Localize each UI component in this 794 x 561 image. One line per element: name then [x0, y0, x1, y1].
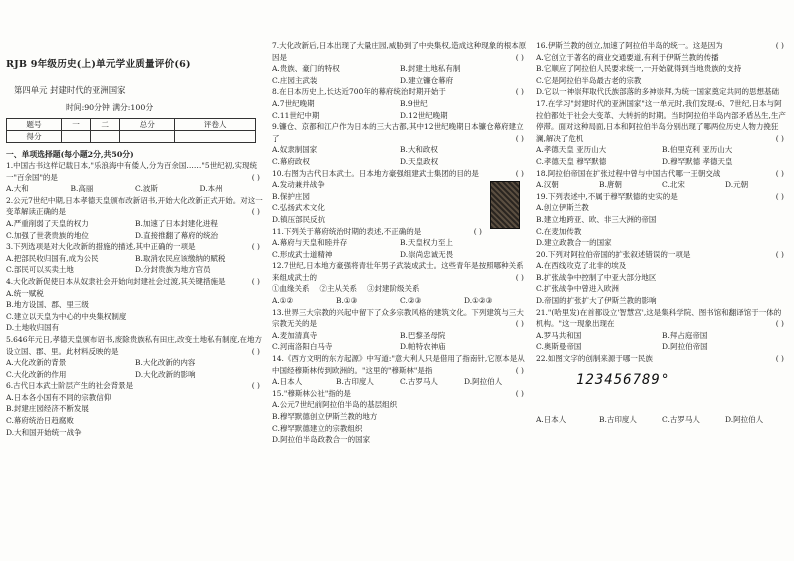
handwritten-numerals-figure: 123456789°	[576, 371, 671, 388]
question-text: 10.右图为古代日本武士。日本地方豪强组建武士集团的目的是	[272, 168, 479, 178]
answer-option[interactable]: D.阿拉伯人	[464, 377, 503, 387]
answer-option[interactable]: B.古印度人	[336, 377, 374, 387]
answer-option[interactable]: ③封建阶级关系	[367, 284, 420, 294]
option-list	[6, 218, 264, 241]
question-stem	[536, 249, 788, 261]
answer-option[interactable]: C.庄园主武装	[272, 75, 318, 85]
answer-bracket: ( )	[515, 168, 524, 178]
question-stem	[272, 86, 528, 98]
question-stem	[272, 307, 528, 330]
question-text: 19.下列表述中,不属于穆罕默德的史实的是	[536, 191, 678, 201]
score-entry-cell	[61, 131, 90, 143]
option-list	[536, 179, 788, 191]
answer-option[interactable]: C.在麦加传教	[536, 226, 582, 236]
answer-option[interactable]: D.天皇政权	[400, 156, 439, 166]
answer-option[interactable]: A.幕府与天皇和睦并存	[272, 238, 348, 248]
answer-option[interactable]: C.大化改新的作用	[6, 369, 67, 379]
question-text: 5.646年元日,孝德天皇颁布诏书,废除贵族私有田庄,改变土地私有制度,在地方设立国、郡、里。此材料反映的是	[6, 334, 263, 356]
question-item	[6, 334, 264, 380]
answer-option[interactable]: B.9世纪	[400, 98, 428, 108]
answer-option[interactable]: B.唐朝	[599, 180, 622, 190]
answer-option[interactable]: A.孝德天皇 亚历山大	[536, 145, 607, 155]
option-list	[6, 357, 264, 380]
answer-option[interactable]: D.帝国的扩张扩大了伊斯兰教的影响	[536, 296, 657, 306]
answer-option[interactable]: D.大化改新的影响	[135, 369, 196, 379]
option-list	[272, 283, 528, 295]
question-item	[272, 168, 528, 226]
answer-option[interactable]: D.阿拉伯人	[725, 415, 764, 425]
answer-option[interactable]: D.帕特农神庙	[400, 342, 446, 352]
score-table-score-row	[7, 131, 256, 143]
score-entry-cell	[175, 131, 256, 143]
answer-option[interactable]: C.加强了世袭贵族的地位	[6, 230, 89, 240]
question-text: 18.阿拉伯帝国在扩张过程中曾与中国古代哪一王朝交战	[536, 168, 721, 178]
option-list	[272, 330, 528, 353]
answer-option[interactable]: A.严重削弱了天皇的权力	[6, 218, 89, 228]
unit-title: 第四单元 封建时代的亚洲国家	[14, 85, 126, 95]
option-list	[536, 330, 788, 353]
question-stem	[272, 40, 528, 63]
score-table-header-row	[7, 119, 256, 131]
answer-option[interactable]: B.高丽	[70, 184, 94, 194]
question-text: 12.7世纪,日本地方豪强将青壮年男子武装成武士。这些青年是按照哪种关系来组成武士的	[272, 261, 524, 282]
question-item	[6, 195, 264, 241]
score-entry-cell	[91, 131, 120, 143]
question-item	[536, 40, 788, 98]
question-item	[6, 241, 264, 276]
answer-option[interactable]: B.封建庄园经济不断发展	[6, 404, 89, 414]
answer-option[interactable]: D.①②③	[464, 296, 493, 306]
question-text: 15."穆斯林公社"指的是	[272, 388, 351, 398]
question-item	[536, 191, 788, 249]
answer-bracket: ( )	[473, 226, 482, 236]
option-list	[272, 237, 528, 260]
question-item	[272, 40, 528, 86]
answer-bracket: ( )	[251, 381, 260, 391]
answer-option[interactable]: D.建立政教合一的国家	[536, 238, 612, 248]
question-text: 22.如图文字的创制来源于哪一民族	[536, 354, 653, 364]
question-item	[272, 295, 528, 307]
answer-option[interactable]: A.它创立于著名的商业交通要道,有利于伊斯兰教的传播	[536, 52, 719, 62]
answer-option[interactable]: C.古罗马人	[662, 415, 700, 425]
question-item	[272, 226, 528, 261]
answer-bracket: ( )	[515, 319, 524, 329]
answer-bracket: ( )	[515, 87, 524, 97]
column-left	[6, 0, 264, 561]
answer-option[interactable]: C.幕府统治日趋腐败	[6, 416, 74, 426]
question-item	[272, 388, 528, 446]
question-item	[272, 353, 528, 388]
question-text: 8.在日本历史上,长达近700年的幕府统治时期开始于	[272, 87, 446, 97]
question-text: 11.下列关于幕府统治时期的表述,不正确的是	[272, 226, 422, 236]
answer-option[interactable]: A.麦加清真寺	[272, 330, 318, 340]
section-title: 一、单项选择题(每小题2分,共50分)	[6, 150, 134, 159]
question-stem	[536, 307, 788, 330]
answer-option[interactable]: B.①③	[336, 296, 358, 306]
question-item	[536, 98, 788, 168]
answer-option[interactable]: D.分封贵族为地方官员	[135, 265, 211, 275]
option-list	[536, 202, 788, 248]
answer-option[interactable]: A.大化改新的背景	[6, 358, 67, 368]
answer-option[interactable]: A.日本人	[272, 377, 303, 387]
question-text: 6.古代日本武士阶层产生的社会背景是	[6, 381, 134, 391]
question-stem	[6, 380, 264, 392]
option-list	[6, 392, 264, 438]
question-item	[6, 276, 264, 334]
answer-option[interactable]: A.罗马共和国	[536, 330, 582, 340]
exam-meta: 时间:90分钟 满分:100分	[66, 103, 154, 112]
exam-title: RJB 9年级历史(上)单元学业质量评价(6)	[6, 59, 191, 70]
answer-option[interactable]: D.它以一神崇拜取代氏族部落的多神崇拜,为统一国家奠定共同的思想基础	[536, 87, 780, 97]
answer-option[interactable]: D.土地收归国有	[6, 323, 60, 333]
question-text: 16.伊斯兰教的创立,加速了阿拉伯半岛的统一。这是因为	[536, 41, 723, 50]
answer-option[interactable]: A.奴隶制国家	[272, 145, 318, 155]
question-stem	[6, 241, 264, 253]
answer-option[interactable]: B.保护庄园	[272, 191, 310, 201]
answer-bracket: ( )	[251, 207, 260, 217]
question-item	[6, 380, 264, 438]
answer-option[interactable]: B.大化改新的内容	[135, 358, 196, 368]
answer-option[interactable]: A.把部民收归国有,成为公民	[6, 253, 99, 263]
question-stem	[272, 121, 528, 144]
answer-bracket: ( )	[775, 168, 784, 178]
question-text: 14.《西方文明的东方起源》中写道:"意大利人只是借用了指南针,它原本是从中国经穆斯林传到欧洲的。"这里的"穆斯林"是指	[272, 354, 525, 375]
question-stem	[536, 40, 788, 52]
answer-option[interactable]: A.大和	[6, 184, 29, 194]
question-item	[272, 121, 528, 167]
answer-bracket: ( )	[515, 133, 524, 143]
question-text: 1.中国古书这样记载日本,"乐浪海中有倭人,分为百余国……"5世纪初,实现统一"百余国"的是	[6, 161, 257, 182]
question-item	[272, 86, 528, 121]
answer-option[interactable]: C.建立以天皇为中心的中央集权制度	[6, 311, 127, 321]
answer-option[interactable]: C.形成武士道精神	[272, 249, 333, 259]
question-list-left	[6, 160, 264, 438]
answer-option[interactable]: A.贵族、豪门的特权	[272, 64, 340, 74]
answer-option[interactable]: A.汉朝	[536, 180, 559, 190]
question-text: 4.大化改新促使日本从奴隶社会开始向封建社会过渡,其关键措施是	[6, 276, 226, 286]
question-item	[6, 160, 264, 195]
question-item	[272, 260, 528, 295]
answer-option[interactable]: D.12世纪晚期	[400, 110, 448, 120]
question-stem	[536, 353, 788, 365]
question-stem	[272, 168, 528, 180]
samurai-figure-image	[490, 181, 520, 229]
column-right	[536, 0, 788, 561]
answer-option[interactable]: A.7世纪晚期	[272, 98, 315, 108]
question-stem	[536, 191, 788, 203]
answer-option[interactable]: C.11世纪中期	[272, 110, 320, 120]
question-text: 20.下列对阿拉伯帝国的扩张叙述错误的一项是	[536, 249, 691, 259]
question-list-middle	[272, 40, 528, 446]
answer-bracket: ( )	[251, 276, 260, 286]
answer-option[interactable]: B.扩张战争中控制了中亚大部分地区	[536, 272, 657, 282]
answer-option[interactable]: D.大和国开始统一战争	[6, 427, 82, 437]
answer-option[interactable]: A.在西线攻克了北非的埃及	[536, 261, 627, 271]
answer-option[interactable]: D.本州	[199, 184, 223, 194]
option-list	[272, 179, 486, 225]
question-stem	[272, 260, 528, 283]
option-list	[536, 414, 788, 426]
answer-bracket: ( )	[515, 272, 524, 282]
answer-option[interactable]: A.公元7世纪前阿拉伯半岛的基层组织	[272, 400, 398, 410]
question-item	[536, 353, 788, 426]
question-stem	[272, 388, 528, 400]
score-cell: 二	[91, 119, 120, 131]
question-stem	[536, 168, 788, 180]
option-list	[6, 288, 264, 334]
answer-option[interactable]: ②主从关系	[319, 284, 357, 294]
answer-bracket: ( )	[251, 242, 260, 252]
option-list	[272, 295, 528, 307]
exam-header	[6, 56, 264, 113]
question-list-right	[536, 40, 788, 426]
answer-option[interactable]: B.巴黎圣母院	[400, 330, 446, 340]
score-cell: 题号	[7, 119, 62, 131]
option-list	[272, 63, 528, 86]
answer-option[interactable]: B.天皇权力至上	[400, 238, 453, 248]
answer-bracket: ( )	[515, 365, 524, 375]
answer-option[interactable]: C.北宋	[662, 180, 685, 190]
answer-option[interactable]: D.镇压部民反抗	[272, 214, 326, 224]
question-text: 21."(哈里发)在首都设立'智慧宫',这是集科学院、图书馆和翻译馆于一体的机构。"这一现象出现在	[536, 307, 782, 329]
answer-option[interactable]: C.古罗马人	[400, 377, 438, 387]
question-text: 7.大化改新后,日本出现了大量庄园,威胁到了中央集权,造成这种现象的根本原因是	[272, 41, 527, 62]
answer-bracket: ( )	[775, 249, 784, 259]
answer-bracket: ( )	[515, 52, 524, 62]
option-list	[536, 144, 788, 167]
answer-option[interactable]: B.地方设国、郡、里三级	[6, 300, 89, 310]
question-item	[536, 307, 788, 353]
answer-option[interactable]: A.①②	[272, 296, 294, 306]
score-table	[6, 118, 256, 143]
answer-option[interactable]: A.日本人	[536, 415, 567, 425]
answer-option[interactable]: B.建立地跨亚、欧、非三大洲的帝国	[536, 214, 657, 224]
column-middle	[272, 0, 528, 561]
answer-option[interactable]: C.扩张战争中曾进入欧洲	[536, 284, 619, 294]
answer-bracket: ( )	[515, 388, 524, 398]
question-item	[536, 249, 788, 307]
option-list	[272, 98, 528, 121]
question-stem	[536, 98, 788, 144]
answer-bracket: ( )	[775, 41, 784, 50]
question-stem	[6, 160, 264, 183]
answer-option[interactable]: B.穆罕默德创立伊斯兰教的地方	[272, 412, 378, 421]
question-stem	[6, 334, 264, 357]
question-text: 3.下列选项是对大化改新的措施的描述,其中正确的一项是	[6, 242, 196, 252]
answer-option[interactable]: D.建立镰仓幕府	[400, 75, 454, 85]
answer-option[interactable]: C.穆罕默德建立的宗教组织	[272, 423, 363, 433]
answer-option[interactable]: B.加速了日本封建化进程	[135, 218, 218, 228]
answer-option[interactable]: C.幕府政权	[272, 156, 310, 166]
answer-option[interactable]: D.阿拉伯帝国	[662, 342, 708, 352]
question-item	[272, 307, 528, 353]
answer-option[interactable]: A.统一赋税	[6, 288, 44, 298]
answer-bracket: ( )	[775, 354, 784, 364]
score-cell: 一	[61, 119, 90, 131]
answer-option[interactable]: B.它顺应了阿拉伯人民要求统一,一开始就得到当地贵族的支持	[536, 64, 742, 74]
answer-option[interactable]: ①血缘关系	[272, 284, 310, 294]
answer-bracket: ( )	[251, 172, 260, 182]
answer-bracket: ( )	[775, 319, 784, 329]
question-stem	[6, 195, 264, 218]
answer-option[interactable]: B.封建土地私有制	[400, 64, 461, 74]
question-text: 2.公元7世纪中期,日本孝德天皇颁布改新诏书,开始大化改新正式开始。对这一变革解读正确的是	[6, 195, 263, 217]
answer-option[interactable]: C.②③	[400, 296, 422, 306]
answer-bracket: ( )	[251, 346, 260, 356]
answer-option[interactable]: D.阿拉伯半岛政教合一的国家	[272, 435, 371, 445]
answer-option[interactable]: C.孝德天皇 穆罕默德	[536, 156, 607, 166]
answer-option[interactable]: A.创立伊斯兰教	[536, 203, 589, 213]
answer-option[interactable]: C.波斯	[135, 184, 158, 194]
question-stem	[272, 353, 528, 376]
answer-option[interactable]: B.拜占庭帝国	[662, 330, 708, 340]
answer-option[interactable]: B.古印度人	[599, 415, 637, 425]
score-cell: 得分	[7, 131, 62, 143]
answer-option[interactable]: C.奥斯曼帝国	[536, 342, 582, 352]
answer-option[interactable]: C.部民可以买卖土地	[6, 265, 74, 275]
answer-option[interactable]: B.取消农民应该缴纳的赋税	[135, 253, 226, 263]
answer-bracket: ( )	[775, 133, 784, 143]
answer-bracket: ( )	[775, 191, 784, 201]
answer-option[interactable]: B.大和政权	[400, 145, 438, 155]
question-stem	[6, 276, 264, 288]
option-list	[6, 253, 264, 276]
option-list	[272, 144, 528, 167]
answer-option[interactable]: D.直接推翻了幕府的统治	[135, 230, 219, 240]
option-list	[6, 183, 264, 195]
answer-option[interactable]: C.它是阿拉伯半岛最古老的宗教	[536, 75, 642, 85]
score-cell: 总分	[120, 119, 175, 131]
answer-option[interactable]: C.河南洛阳白马寺	[272, 342, 333, 352]
answer-option[interactable]: B.伯里克利 亚历山大	[662, 145, 733, 155]
answer-option[interactable]: A.日本各小国有不同的宗教信仰	[6, 392, 112, 402]
answer-option[interactable]: A.发动兼并战争	[272, 180, 325, 190]
option-list	[272, 376, 528, 388]
answer-option[interactable]: D.崇尚忠诚无畏	[400, 249, 454, 259]
answer-option[interactable]: C.弘扬武术文化	[272, 203, 325, 213]
answer-option[interactable]: D.穆罕默德 孝德天皇	[662, 156, 733, 166]
question-text: 9.镰仓、京都和江户作为日本的三大古都,其中12世纪晚期日本镰仓幕府建立了	[272, 122, 524, 143]
option-list	[536, 52, 788, 98]
question-item	[536, 168, 788, 191]
option-list	[536, 260, 788, 306]
score-cell: 评卷人	[175, 119, 256, 131]
option-list	[272, 399, 528, 445]
score-entry-cell	[120, 131, 175, 143]
answer-option[interactable]: D.元朝	[725, 180, 749, 190]
question-text: 13.世界三大宗教的兴起中留下了众多宗教风格的建筑文化。下列建筑与三大宗教无关的是	[272, 307, 524, 329]
question-text: 17.在学习"封建时代的亚洲国家"这一单元时,我们发现:6、7世纪,日本与阿拉伯都处于社会大变革、大转折的时期。当时阿拉伯半岛内部矛盾丛生,生产停滞。面对这种局面,日本和阿拉伯半岛分别出现了哪两位历史人物力挽狂澜,解决了危机	[536, 98, 786, 143]
